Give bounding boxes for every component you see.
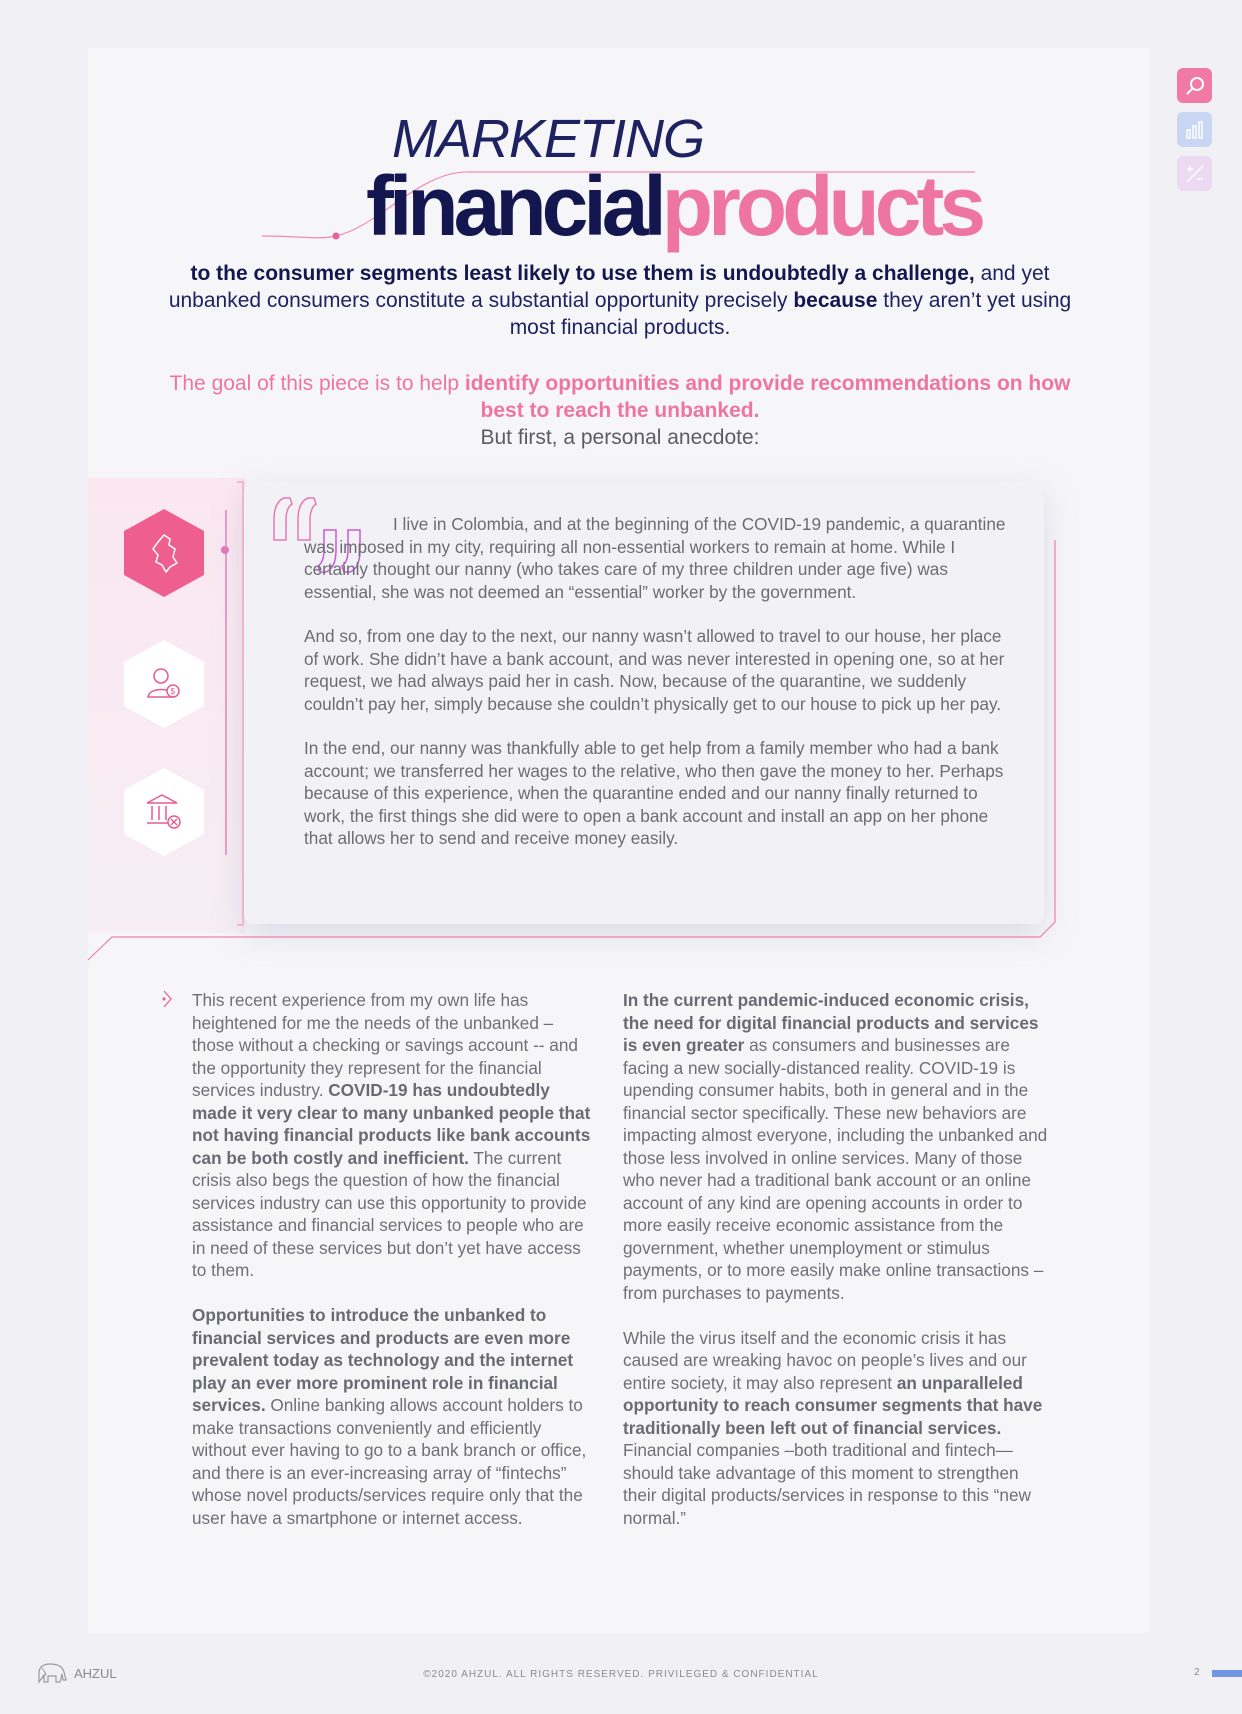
page-number-bar	[1212, 1670, 1242, 1677]
title-financial: financial	[366, 159, 662, 253]
right-column	[623, 989, 1053, 1552]
chevron-right-icon	[160, 988, 176, 1010]
hex-person	[124, 640, 204, 728]
left-p1-text-c: The current crisis also begs the question of how the financial services industry can use this opportunity to provide assistance and financial services to people who are in need of these services but don’t yet have access to them.	[192, 1147, 587, 1280]
left-p1-text-a: This recent experience from my own life has heightened for me the needs of the unbanked – those without a checking or savings account -- and the opportunity they represent for the financial services industry.	[192, 990, 578, 1100]
right-p2-text-a: While the virus itself and the economic crisis it has caused are wreaking havoc on people’s lives and our entire society, it may also represent	[623, 1327, 1027, 1393]
intro-text-2: they aren’t yet using most financial products.	[509, 289, 1072, 339]
left-paragraph-1	[192, 989, 592, 1282]
card-vertical-line	[225, 510, 227, 855]
title-marketing: MARKETING	[392, 109, 705, 169]
anecdote-text	[304, 513, 1006, 872]
svg-text:$: $	[170, 687, 175, 696]
right-paragraph-1	[623, 989, 1053, 1304]
left-p2-bold: Opportunities to introduce the unbanked to financial services and products are even more prevalent today as technology and the internet play an ever more prominent role in financial services.	[192, 1305, 574, 1415]
right-p2-bold: an unparalleled opportunity to reach consumer segments that have traditionally been left out of financial services.	[623, 1372, 1043, 1438]
right-paragraph-2	[623, 1327, 1053, 1530]
footer-logo-text: AHZUL	[74, 1665, 117, 1681]
left-paragraph-2	[192, 1304, 592, 1529]
right-p2-text-c: Financial companies –both traditional and fintech—should take advantage of this moment to strengthen their digital products/services in response to this “new normal.”	[623, 1440, 1031, 1528]
intro-bold-2: because	[793, 289, 878, 312]
anecdote-paragraph-1: I live in Colombia, and at the beginning of the COVID-19 pandemic, a quarantine was imposed in my city, requiring all non-essential workers to remain at home. While I certainly thought our nanny (who takes care of my three children under age five) was essential, she was not deemed an “essential” worker by the government.	[304, 514, 1006, 602]
goal-bold: identify opportunities and provide recommendations on how best to reach the unbanked.	[464, 372, 1071, 422]
left-p2-text: Online banking allows account holders to make transactions conveniently and efficiently without ever having to go to a bank branch or office, and there is an ever-increasing array of “fintechs” whose novel products/services require only that the user have a smartphone or internet access.	[192, 1395, 587, 1528]
hex-colombia	[124, 509, 204, 597]
title-products: products	[661, 159, 982, 253]
right-p1-bold: In the current pandemic-induced economic crisis, the need for digital financial products and services is even greater	[623, 990, 1039, 1055]
page-number: 2	[1194, 1667, 1200, 1678]
anecdote-paragraph-3: In the end, our nanny was thankfully able to get help from a family member who had a bank account; we transferred her wages to the relative, who then gave the money to her. Perhaps because of this experience, when the quarantine ended and our nanny finally returned to work, the first things she did were to open a bank account and install an app on her phone that allows her to send and receive money easily.	[304, 738, 1004, 848]
person-money-icon	[143, 663, 185, 705]
intro-text-1: and yet unbanked consumers constitute a substantial opportunity precisely	[168, 262, 1050, 312]
anecdote-paragraph-2: And so, from one day to the next, our nanny wasn’t allowed to travel to our house, her place of work. She didn’t have a bank account, and was never interested in opening one, so at her request, we had always paid her in cash. Now, because of the quarantine, we suddenly couldn’t pay her, simply because she couldn’t physically get to our house to pick up her pay.	[304, 626, 1005, 714]
footer-copyright: ©2020 AHZUL. ALL RIGHTS RESERVED. PRIVILEGED & CONFIDENTIAL	[423, 1669, 819, 1680]
left-p1-bold: COVID-19 has undoubtedly made it very clear to many unbanked people that not having financial products like bank accounts can be both costly and inefficient.	[192, 1080, 591, 1168]
anecdote-intro: But first, a personal anecdote:	[480, 426, 760, 449]
colombia-map-icon	[144, 531, 184, 575]
hex-bank	[124, 768, 204, 856]
left-column	[192, 989, 592, 1552]
right-p1-text: as consumers and businesses are facing a new socially-distanced reality. COVID-19 is upending consumer habits, both in general and in the financial sector specifically. These new behaviors are impacting almost everyone, including the unbanked and those less involved in online services. Many of those who never had a traditional bank account or an online account of any kind are opening accounts in order to more easily receive economic assistance from the government, whether unemployment or stimulus payments, or to more easily make online transactions – from purchases to payments.	[623, 1035, 1048, 1303]
card-vertical-dot	[221, 546, 229, 554]
intro-bold-1: to the consumer segments least likely to use them is undoubtedly a challenge,	[190, 262, 975, 285]
goal-lead: The goal of this piece is to help	[169, 372, 465, 395]
bank-closed-icon	[143, 791, 185, 833]
